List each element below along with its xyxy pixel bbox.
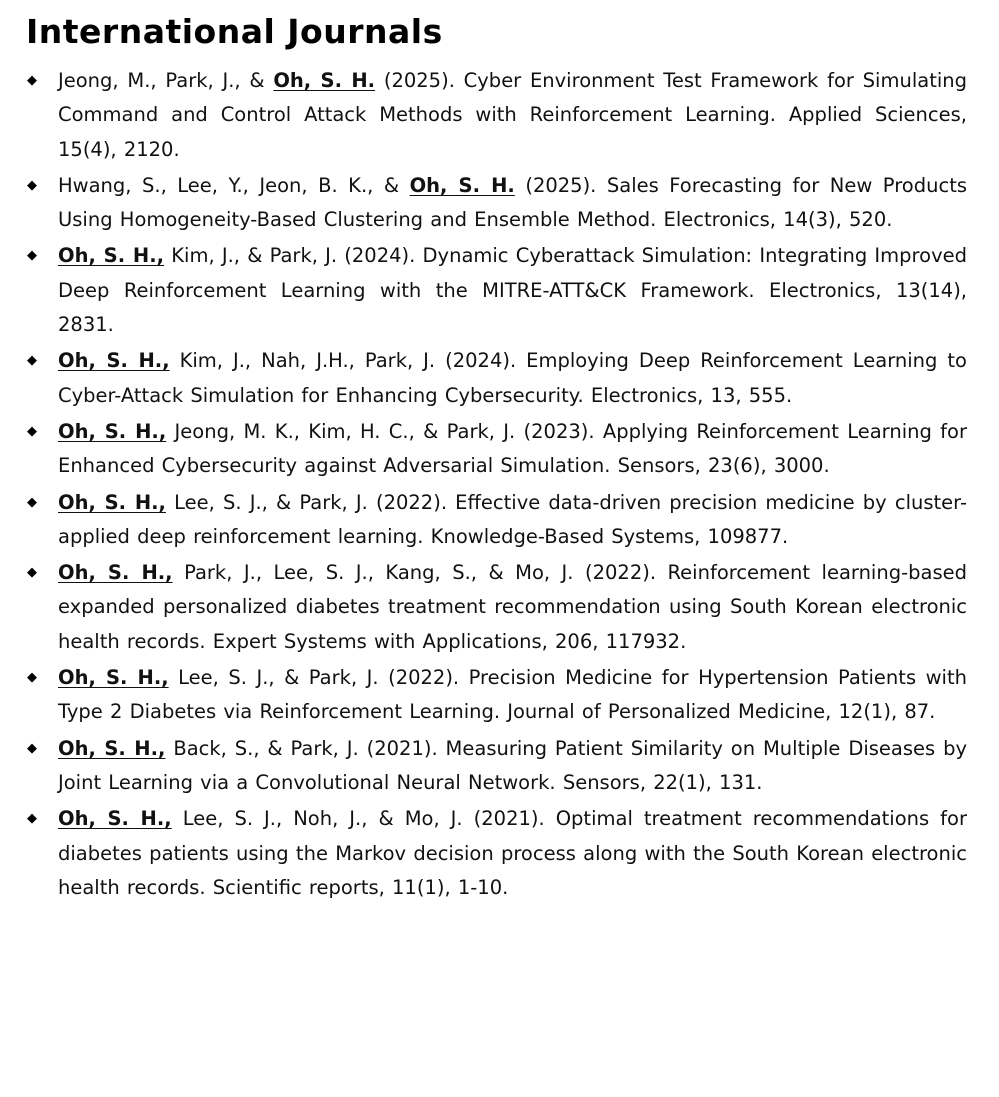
publication-list [24, 64, 967, 905]
self-author: Oh, S. H., [58, 490, 166, 514]
publication-authors-before: Hwang, S., Lee, Y., Jeon, B. K., & [58, 173, 410, 197]
diamond-bullet-icon: ◆ [27, 248, 37, 264]
publication-item [24, 64, 967, 167]
publication-details: Kim, J., & Park, J. (2024). Dynamic Cyberattack Simulation: Integrating Improved Deep Reinforcement Learning with the MITRE-ATT&CK Framework. Electronics, 13(14), 2831. [58, 244, 967, 337]
publication-item [24, 415, 967, 484]
self-author: Oh, S. H., [58, 807, 172, 831]
publication-details: Back, S., & Park, J. (2021). Measuring Patient Similarity on Multiple Diseases by Joint Learning via a Convolutional Neural Network. Sensors, 22(1), 131. [58, 736, 967, 794]
publication-item [24, 169, 967, 238]
self-author: Oh, S. H., [58, 561, 173, 585]
self-author: Oh, S. H. [409, 173, 515, 197]
publication-item [24, 486, 967, 555]
self-author: Oh, S. H. [273, 69, 376, 92]
diamond-bullet-icon: ◆ [27, 423, 37, 439]
publication-details: Kim, J., Nah, J.H., Park, J. (2024). Employing Deep Reinforcement Learning to Cyber-Attack Simulation for Enhancing Cybersecurity. Electronics, 13, 555. [58, 349, 967, 407]
publication-details: (2025). Sales Forecasting for New Products Using Homogeneity-Based Clustering and Ensemble Method. Electronics, 14(3), 520. [58, 173, 968, 232]
diamond-bullet-icon: ◆ [27, 73, 37, 88]
publication-details: Jeong, M. K., Kim, H. C., & Park, J. (2023). Applying Reinforcement Learning for Enhanced Cybersecurity against Adversarial Simulation. Sensors, 23(6), 3000. [58, 419, 967, 478]
publication-details: Park, J., Lee, S. J., Kang, S., & Mo, J. (2022). Reinforcement learning-based expanded personalized diabetes treatment recommendation using South Korean electronic health records. Expert Systems with Applications, 206, 117932. [58, 561, 967, 653]
self-author: Oh, S. H., [58, 419, 167, 443]
diamond-bullet-icon: ◆ [27, 177, 37, 193]
self-author: Oh, S. H., [58, 244, 165, 268]
self-author: Oh, S. H., [58, 736, 166, 760]
diamond-bullet-icon: ◆ [27, 565, 37, 581]
publication-item [24, 661, 967, 730]
diamond-bullet-icon: ◆ [27, 353, 37, 369]
diamond-bullet-icon: ◆ [27, 811, 37, 827]
page-title: International Journals [26, 12, 443, 51]
publication-details: Lee, S. J., & Park, J. (2022). Precision Medicine for Hypertension Patients with Type 2 Diabetes via Reinforcement Learning. Journal of Personalized Medicine, 12(1), 87. [58, 666, 967, 724]
self-author: Oh, S. H., [58, 666, 169, 690]
publication-item [24, 556, 967, 659]
publication-authors-before: Jeong, M., Park, J., & [58, 69, 274, 92]
diamond-bullet-icon: ◆ [27, 670, 37, 686]
diamond-bullet-icon: ◆ [27, 494, 37, 510]
self-author: Oh, S. H., [58, 349, 170, 373]
publication-item [24, 344, 967, 413]
publication-item [24, 802, 967, 905]
publication-details: Lee, S. J., & Park, J. (2022). Effective data-driven precision medicine by cluster-applied deep reinforcement learning. Knowledge-Based Systems, 109877. [58, 490, 967, 548]
diamond-bullet-icon: ◆ [27, 740, 37, 756]
publication-details: (2025). Cyber Environment Test Framework for Simulating Command and Control Attack Methods with Reinforcement Learning. Applied Sciences, 15(4), 2120. [58, 69, 967, 161]
publication-details: Lee, S. J., Noh, J., & Mo, J. (2021). Optimal treatment recommendations for diabetes patients using the Markov decision process along with the South Korean electronic health records. Scientific reports, 11(1), 1-10. [58, 807, 967, 899]
publication-item [24, 239, 967, 342]
publication-item [24, 732, 967, 801]
